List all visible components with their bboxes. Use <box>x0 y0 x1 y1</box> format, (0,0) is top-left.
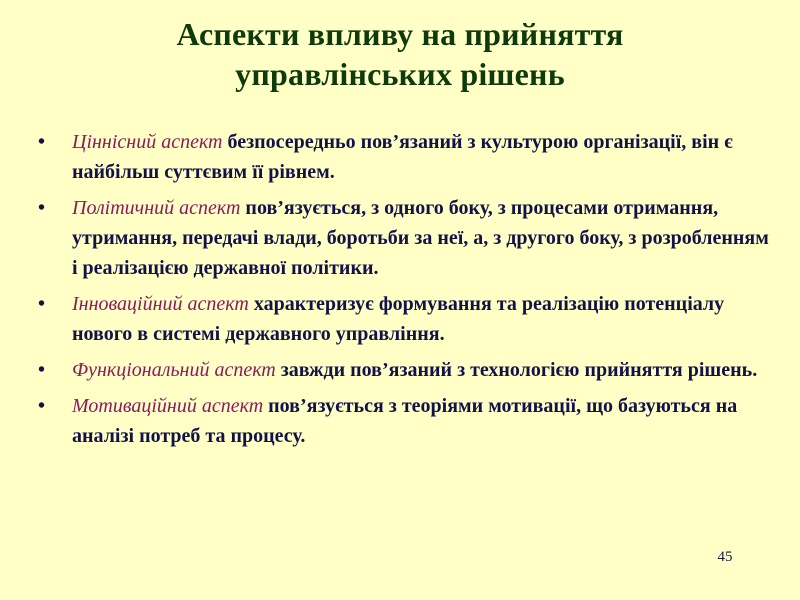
bullet-text: пов’язується з теоріями мотивації, що базуються на аналізі потреб та процесу. <box>72 395 738 447</box>
slide-title-line-2: управлінських рішень <box>235 56 565 92</box>
bullet-item-political <box>30 193 770 283</box>
slide-title-line-1: Аспекти впливу на прийняття <box>176 16 624 52</box>
bullet-icon: • <box>38 131 46 153</box>
bullet-term: Політичний аспект <box>72 197 241 219</box>
bullet-term: Ціннісний аспект <box>72 131 223 153</box>
bullet-item-value <box>30 127 770 187</box>
bullet-list <box>30 127 770 457</box>
bullet-icon: • <box>38 395 46 417</box>
slide-title <box>0 14 800 94</box>
bullet-text: пов’язується, з одного боку, з процесами отримання, утримання, передачі влади, боротьби за неї, а, з другого боку, з розробленням і реалізацією державної політики. <box>72 197 769 279</box>
bullet-term: Інноваційний аспект <box>72 293 249 315</box>
bullet-text: характеризує формування та реалізацію потенціалу нового в системі державного управління. <box>72 293 725 345</box>
bullet-text: завжди пов’язаний з технологією прийняття рішень. <box>275 359 758 381</box>
bullet-term: Функціональний аспект <box>72 359 276 381</box>
bullet-item-functional <box>30 355 770 385</box>
bullet-term: Мотиваційний аспект <box>72 395 264 417</box>
bullet-item-motivation <box>30 391 770 451</box>
bullet-icon: • <box>38 293 46 315</box>
page-number: 45 <box>717 549 733 565</box>
bullet-icon: • <box>38 197 46 219</box>
bullet-item-innovation <box>30 289 770 349</box>
bullet-text: безпосередньо пов’язаний з культурою організації, він є найбільш суттєвим її рівнем. <box>72 131 733 183</box>
bullet-icon: • <box>38 359 46 381</box>
